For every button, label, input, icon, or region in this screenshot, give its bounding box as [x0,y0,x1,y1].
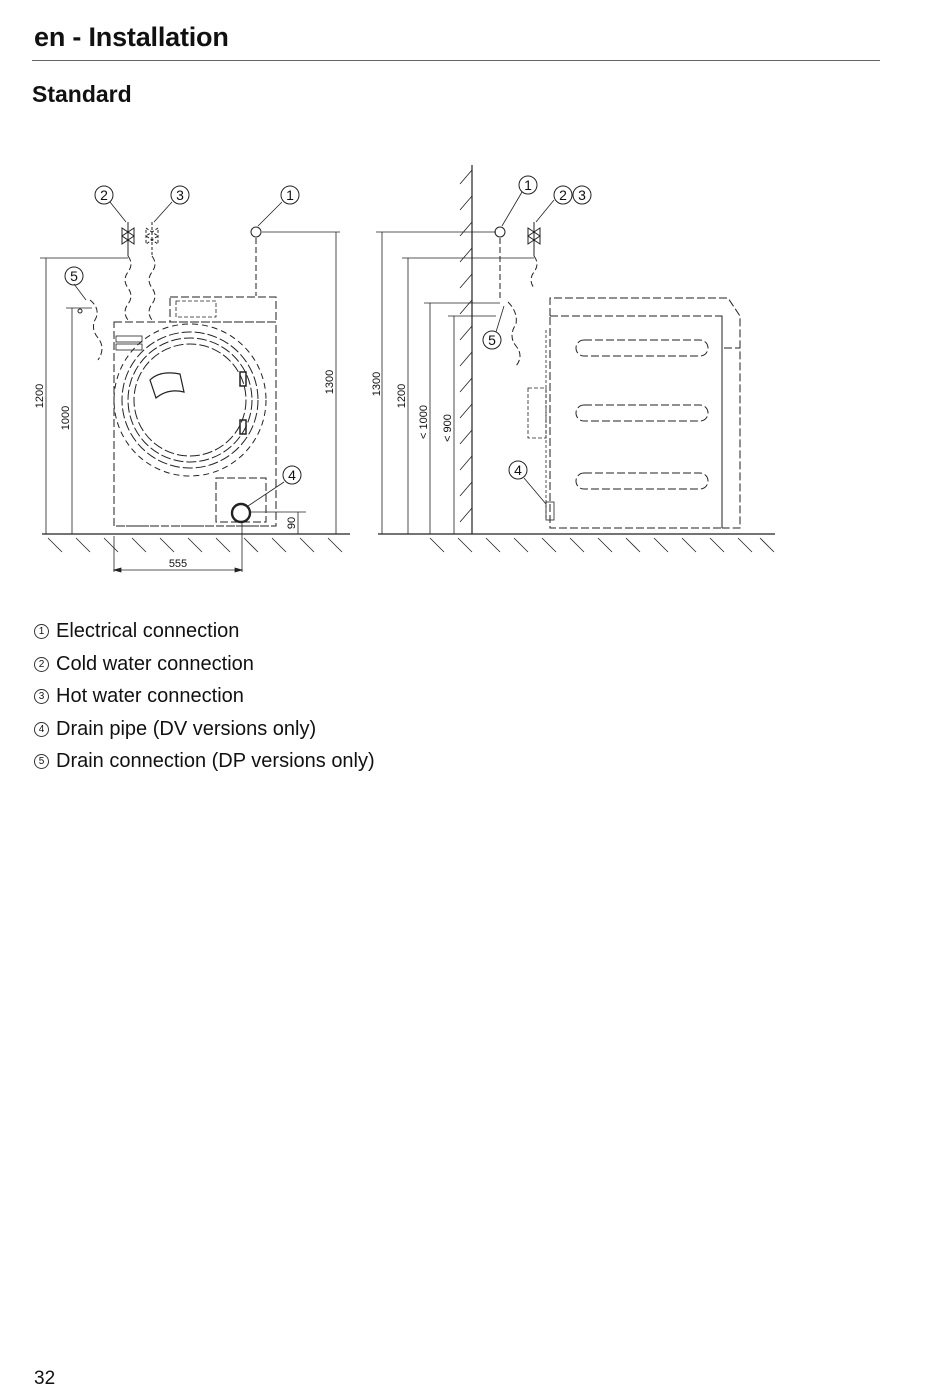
front-dim-555: 555 [168,558,188,570]
side-water-valve [528,222,540,288]
side-drain-hose [508,302,520,366]
side-electrical-outlet [495,227,505,300]
side-callout-4: 4 [514,462,522,478]
legend-label: Cold water connection [56,652,254,675]
front-drain-hose [90,300,102,360]
legend-number: 4 [34,722,49,737]
side-callout-2: 2 [559,187,567,203]
front-callout-4: 4 [288,467,296,483]
side-ribs [576,340,708,489]
legend-item [34,685,375,718]
front-dim-90: 90 [286,516,298,530]
front-floor-hatch [48,538,342,552]
legend-item [34,750,375,783]
front-callout-3: 3 [176,187,184,203]
front-dim-1000: 1000 [60,405,72,431]
front-dim-1300: 1300 [324,369,336,395]
side-front-details [528,330,554,520]
side-callout-leaders [496,192,554,504]
front-callout-2: 2 [100,187,108,203]
legend-label: Drain connection (DP versions only) [56,750,375,772]
page-header-title: en - Installation [34,22,229,52]
legend-number: 1 [34,624,49,639]
front-callout-1: 1 [286,187,294,203]
legend-item [34,653,375,686]
legend-list [34,620,375,783]
front-machine-body [114,297,276,526]
side-dim-1300: 1300 [371,371,383,397]
front-drain-pipe [232,504,250,522]
side-dim-1200: 1200 [396,383,408,409]
side-dim-lt1000: < 1000 [418,405,430,439]
side-dim-lt900: < 900 [442,414,454,442]
legend-item [34,718,375,751]
legend-label: Drain pipe (DV versions only) [56,717,317,740]
legend-label: Electrical connection [56,620,240,642]
legend-item [34,620,375,653]
front-view [40,186,350,572]
side-dimension-lines [376,232,534,534]
section-title: Standard [32,81,132,107]
legend-number: 5 [34,754,49,769]
legend-label: Hot water connection [56,685,244,707]
legend-number: 3 [34,689,49,704]
side-machine-body [550,298,740,528]
side-callout-circles [483,176,591,479]
front-hot-water-valve [146,222,158,320]
header-rule [32,60,880,61]
legend-number: 2 [34,657,49,672]
side-callout-3: 3 [578,187,586,203]
front-electrical-outlet [251,227,340,296]
side-callout-5: 5 [488,332,496,348]
front-callout-5: 5 [70,268,78,284]
front-dim-1200: 1200 [34,383,46,409]
front-door-handle [150,373,184,398]
side-callout-1: 1 [524,177,532,193]
front-cold-water-valve [122,222,134,320]
side-view [376,165,775,552]
installation-diagram [0,150,950,590]
page-number: 32 [34,1368,56,1389]
side-wall-hatch [460,170,472,522]
front-callout-leaders [74,202,284,506]
front-callout-circles [65,186,301,484]
side-floor-hatch [430,538,774,552]
front-door-hinge-top [240,372,246,386]
front-door [114,324,266,476]
